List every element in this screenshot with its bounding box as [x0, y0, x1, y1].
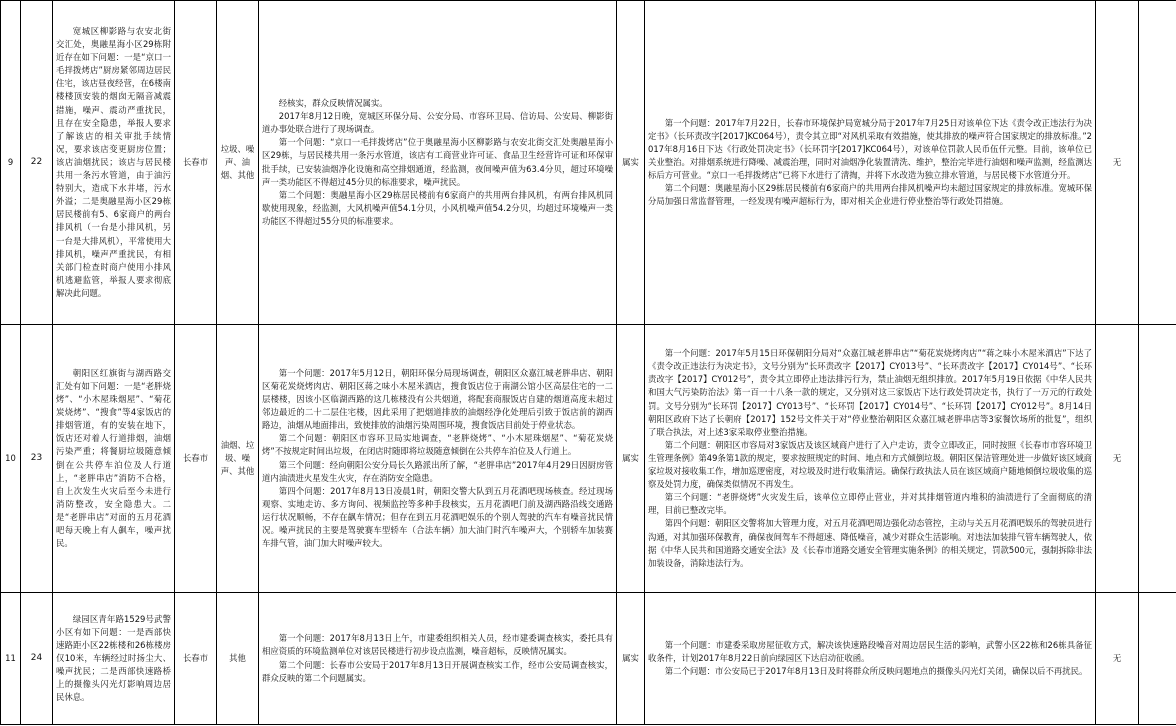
handling-cell	[645, 1, 1096, 325]
findings-paragraph: 第四个问题：2017年8月13日凌晨1时，朝阳交警大队到五月花酒吧现场核查。经过现场观察、实地走访、多方询问、视频监控等多种手段核实，五月花酒吧门前及湖西路沿线交通路运行状况顺畅，不存在飙车情况；但存在到五月花酒吧娱乐的个别人驾驶的汽车有噪音扰民情况。噪声扰民的主要是驾驶赛车型轿车（合法车辆）加大油门时汽车噪声大，个别轿车加装赛车排气管，油门加大时噪声较大。	[262, 485, 613, 549]
accountability-cell: 无	[1096, 1, 1139, 325]
findings-cell	[259, 325, 617, 593]
pollution-type-cell: 其他	[217, 593, 259, 725]
complaint-text: 绿园区青年路1529号武警小区有如下问题：一是西部快速路距小区22栋楼和26栋楼房仅10米，车辆经过时扬尘大、噪声扰民；二是西部快速路桥上的摄像头闪光灯影响周边居民休息。	[56, 613, 171, 703]
accountability-cell: 无	[1096, 593, 1139, 725]
district-cell: 长春市	[175, 1, 217, 325]
findings-paragraph: 第二个问题：朝阳区市容环卫局实地调查，“老胖烧烤”、“小木屋珠烟屋”、“菊花炭烧烤”不按规定时间出垃圾，在闭店时随即将垃圾随意倾倒在公共停车泊位及人行道上。	[262, 433, 613, 457]
findings-paragraph: 第一个问题：2017年8月13日上午，市建委组织相关人员，经市建委调查核实，委托具有相应资质的环境监测单位对该居民楼进行初步设点监测，噪音超标，反映情况属实。	[262, 633, 613, 657]
handling-paragraph: 第二个问题：朝阳区市容局对3家饭店及该区域商户进行了入户走访，责令立即改正，同时按照《长春市市容环境卫生管理条例》第49条第1款的规定，要求按照规定的时间、地点和方式倾倒垃圾。朝阳区保洁管理处进一步做好该区域商家垃圾对接收集工作，增加巡逻密度，对垃圾及时进行收集清运。确保行政执法人员在该区域商户随地倾倒垃圾收集的巡察及处罚力度，确保类似情况不再发生。	[648, 439, 1092, 490]
handling-paragraph: 第二个问题：奥融星海小区29栋居民楼前有6家商户的共用两台排风机噪声均未超过国家规定的排放标准。宽城环保分局加强日常监督管理，一经发现有噪声超标行为，即对相关企业进行停业整治等行政处罚措施。	[648, 183, 1092, 207]
handling-cell	[645, 325, 1096, 593]
table-row	[1, 1, 1176, 325]
pollution-type-cell: 油烟、垃圾、噪声、其他	[217, 325, 259, 593]
case-number-cell: 22	[21, 1, 53, 325]
findings-paragraph: 第二个问题：奥融星海小区29栋居民楼前有6家商户的共用两台排风机，有两台排风机同歇使用现象，经监测，大风机噪声值54.1分贝，小风机噪声值54.2分贝，均超过环境噪声一类功能区不得超过55分贝的标准要求。	[262, 189, 613, 226]
handling-paragraph: 第三个问题：“老胖烧烤”火灾发生后，该单位立即停止营业，并对其排烟管道内堆积的油渍进行了全面彻底的清理，目前已整改完毕。	[648, 492, 1092, 516]
findings-paragraph: 第三个问题：经向朝阳公安分局长久路派出所了解，“老胖串店”2017年4月29日因厨房管道内油渍进火星发生火灾，存在消防安全隐患。	[262, 459, 613, 483]
case-number-cell: 23	[21, 325, 53, 593]
handling-paragraph: 第一个问题：市建委采取房屋征收方式，解决该快速路段噪音对周边居民生活的影响，武警小区22栋和26栋具备征收条件，计划2017年8月22日前向绿园区下达启动征收函。	[648, 639, 1092, 663]
findings-cell	[259, 1, 617, 325]
findings-paragraph: 第二个问题：长春市公安局于2017年8月13日开展调查核实工作，经市公安局调查核实，群众反映的第二个问题属实。	[262, 659, 613, 683]
empty-cell	[1139, 1, 1176, 325]
accountability-cell: 无	[1096, 325, 1139, 593]
row-seq-cell: 10	[1, 325, 21, 593]
case-number-cell: 24	[21, 593, 53, 725]
pollution-type-cell: 垃圾、噪声、油烟、其他	[217, 1, 259, 325]
empty-cell	[1139, 593, 1176, 725]
complaint-content-cell	[53, 1, 175, 325]
row-seq-cell: 9	[1, 1, 21, 325]
verdict-cell: 属实	[617, 593, 645, 725]
handling-paragraph: 第一个问题：2017年5月15日环保朝阳分局对“众嘉江城老胖串店”“菊花炭烧烤肉店”“蒋之味小木屋米酒店”下达了《责令改正违法行为决定书》，文号分别为“长环责改字【2017】CY013号”、“长环责改字【2017】CY014号”、“长环责改字【2017】CY012号”，责令其立即停止违法排污行为，禁止油烟无组织排放。2017年5月19日依据《中华人民共和国大气污染防治法》第一百一十八条一款的规定，又分别对这三家饭店下达行政处罚决定书，执行了一万元的行政处罚。文号分别为“长环罚【2017】CY013号”、“长环罚【2017】CY014号”、“长环罚【2017】CY012号”。8月14日朝阳区政府下达了长朝府【2017】152号文件关于对“停业整治朝阳区众嘉江城老胖串店等3家餐饮场所的批复”，组织了联合执法，对上述3家采取停业整治措施。	[648, 348, 1092, 437]
findings-cell	[259, 593, 617, 725]
empty-cell	[1139, 325, 1176, 593]
handling-paragraph: 第二个问题：市公安局已于2017年8月13日及时将群众所反映问题地点的摄像头闪光灯关闭，确保以后不再扰民。	[664, 666, 1088, 677]
handling-paragraph: 第一个问题：2017年7月22日，长春市环境保护局宽城分局于2017年7月25日对该单位下达《责令改正违法行为决定书》（长环责改字[2017]KC064号），责令其立即“对风机采取有效措施，使其排放的噪声符合国家规定的排放标准。”2017年8月16日下达《行政处罚决定书》（长环罚字[2017]KC064号），对该单位罚款人民币伍仟元整。目前，该单位已关业整治。对排烟系统进行降噪、减震治理，同时对油烟净化装置清洗、维护，整治完毕进行油烟和噪声监测，经监测达标后方可营业。“京口一毛拌拨烤店”已将下水进行了清掏，并将下水改造为独立排水管道，与居民楼下水管道分开。	[648, 117, 1092, 181]
complaint-text: 宽城区柳影路与农安北街交汇处，奥融星海小区29栋附近存在如下问题：一是“京口一毛拌拨烤店”厨房紧邻周边居民住宅，该店昼夜经营，在6楼南楼楼顶安装的烟囱无隔音减震措施，噪声、震动严重扰民，且存在安全隐患，举报人要求了解该店的相关审批手续情况，要求该店变更厨房位置；该店油烟扰民；该店与居民楼共用一条污水管道，由于油污特别大，造成下水井堵，污水外溢；二是奥融星海小区29栋居民楼前有5、6家商户的两台排风机（一台是小排风机，另一台是大排风机），平常使用大排风机，噪声严重扰民，有相关部门检查时商户使用小排风机逃避监管，举报人要求彻底解决此问题。	[56, 26, 171, 298]
complaint-content-cell	[53, 593, 175, 725]
table-row	[1, 593, 1176, 725]
complaint-content-cell	[53, 325, 175, 593]
findings-paragraph: 第一个问题：2017年5月12日，朝阳环保分局现场调查，朝阳区众嘉江城老胖串店、朝阳区菊花炭烧烤肉店、朝阳区蒋之味小木屋米酒店，搜食饭店位于南湖公馆小区高层住宅的一二层楼楼，因该小区临湖西路的这几栋楼没有公共烟道，将配套商服饭店自建的烟道高度未超过邻边最近的二十二层住宅楼，因此采用了把烟道排放的油烟经净化处理后引致于饭店前的湖西路边，油烟从地面排出，致使排放的油烟污染周围环境，搜食饭店目前处于停业状态。	[262, 367, 613, 431]
findings-paragraph: 经核实，群众反映情况属实。	[278, 98, 388, 109]
verdict-cell: 属实	[617, 1, 645, 325]
district-cell: 长春市	[175, 325, 217, 593]
district-cell: 长春市	[175, 593, 217, 725]
handling-cell	[645, 593, 1096, 725]
complaint-text: 朝阳区红旗街与湖西路交汇处有如下问题：一是“老胖烧烤”、“小木屋珠烟屋”、“菊花炭烧烤”、“搜食”等4家饭店的排烟管道，有的安装在地下，饭店还对着人行道排烟，油烟污染严重；将餐厨垃圾随意倾倒在公共停车泊位及人行道上，“老胖串店”消防不合格，自上次发生火灾后至今未进行消防整改，安全隐患大。二是“老胖串店”对面的五月花酒吧每天晚上有人飙车，噪声扰民。	[56, 367, 171, 549]
table-row	[1, 325, 1176, 593]
findings-paragraph: 2017年8月12日晚，宽城区环保分局、公安分局、市容环卫局、信访局、公安局、柳影街道办事处联合进行了现场调查。	[262, 111, 613, 135]
verdict-cell: 属实	[617, 325, 645, 593]
findings-paragraph: 第一个问题：“京口一毛拌拨烤店”位于奥融星海小区柳影路与农安北街交汇处奥融星海小区29栋，与居民楼共用一条污水管道，该店有工商营业许可证、食品卫生经营许可证和环保审批手续，已安装油烟净化设施和高空排烟通道，经监测，夜间噪声值为63.4分贝，超过环境噪声一类功能区不得超过45分贝的标准要求，噪声扰民。	[262, 137, 613, 187]
handling-paragraph: 第四个问题：朝阳区交警将加大管理力度，对五月花酒吧周边强化动态管控，主动与关五月花酒吧娱乐的驾驶员进行沟通，对其加强环保教育，确保夜间驾车不得超速、降低噪音，减少对群众生活影响。对违法加装排气管车辆驾驶人，依据《中华人民共和国道路交通安全法》及《长春市道路交通安全管理实施条例》的相关规定，罚款500元，强制拆除非法加装设备，消除违法行为。	[648, 518, 1092, 568]
row-seq-cell: 11	[1, 593, 21, 725]
